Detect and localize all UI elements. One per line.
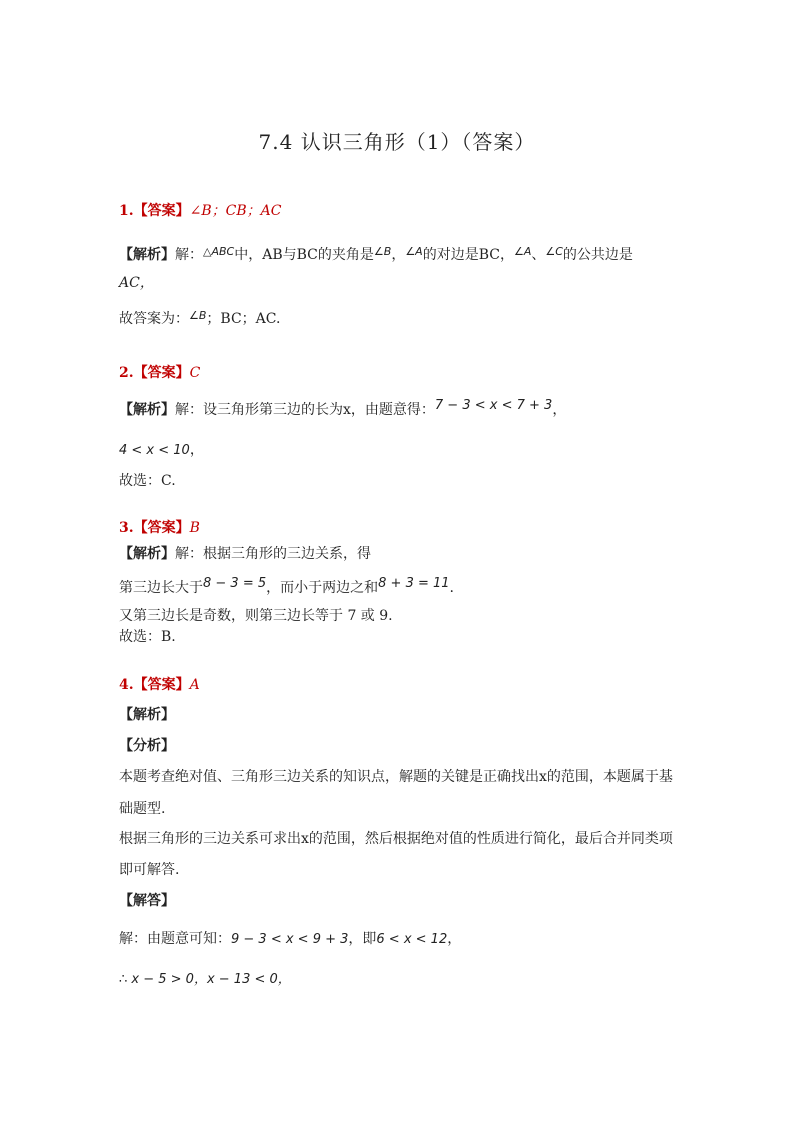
q4-jieda-line-2	[119, 969, 291, 990]
q3-conclusion: 故选：B.	[119, 629, 176, 645]
q3-analysis-text: .	[449, 580, 454, 596]
q3-answer-label: 3.【答案】	[119, 520, 190, 536]
q3-answer-value: B	[189, 520, 200, 536]
q3-analysis-label: 【解析】	[119, 546, 175, 562]
q1-analysis-text: 的对边是BC，	[422, 247, 514, 263]
q2-analysis-text: ，	[552, 402, 567, 418]
q4-jieda-text: 解：由题意可知：	[119, 931, 231, 947]
q2-analysis-text: ，	[189, 442, 204, 458]
q4-fenxi-line-1: 本题考查绝对值、三角形三边关系的知识点，解题的关键是正确找出x的范围，本题属于基	[119, 769, 673, 785]
q3-analysis-text: ，而小于两边之和	[266, 580, 379, 596]
q4-answer-value: A	[189, 677, 200, 693]
q2-analysis-line-2	[119, 440, 204, 461]
q4-answer-line	[119, 675, 200, 695]
q3-analysis-text: 第三边长大于	[119, 580, 203, 596]
q1-conclusion-text: ；BC；AC.	[206, 311, 281, 327]
q4-jieda-line-1	[119, 929, 461, 950]
q4-inequality: 9 − 3 < x < 9 + 3	[231, 932, 349, 947]
q1-analysis-text: 解：	[175, 247, 203, 263]
q4-sign-conditions: ∴ x − 5 > 0，x − 13 < 0，	[119, 972, 291, 987]
q4-analysis-label: 【解析】	[119, 707, 175, 723]
q1-analysis-text: 中，AB与BC的夹角是	[234, 247, 374, 263]
q1-analysis-line-1	[119, 245, 633, 266]
q1-analysis-line-2: AC，	[119, 275, 154, 291]
q4-jieda-text: ，	[447, 931, 462, 947]
q1-answer-value: ∠B；CB；AC	[189, 203, 282, 219]
q2-inequality: 7 − 3 < x < 7 + 3	[434, 398, 553, 413]
q4-jieda-text: ，即	[348, 931, 377, 947]
q4-answer-label: 4.【答案】	[119, 677, 190, 693]
q1-triangle-abc: △ABC	[203, 245, 235, 258]
q1-analysis-text: 、	[531, 247, 546, 263]
q4-range: 6 < x < 12	[376, 932, 448, 947]
q1-conclusion-text: 故答案为：	[119, 311, 189, 327]
q1-angle-b: ∠B	[189, 309, 207, 322]
q2-analysis-line-1	[119, 400, 566, 421]
q3-analysis-line-2	[119, 578, 454, 599]
q1-angle-c: ∠C	[545, 245, 563, 258]
q2-range: 4 < x < 10	[119, 443, 190, 458]
q3-analysis-line-3: 又第三边长是奇数，则第三边长等于 7 或 9.	[119, 608, 393, 624]
q4-fenxi-line-2: 础题型.	[119, 801, 166, 817]
q2-analysis-label: 【解析】	[119, 402, 175, 418]
q3-analysis-text: 解：根据三角形的三边关系，得	[175, 546, 371, 562]
q1-conclusion	[119, 309, 280, 330]
q2-answer-value: C	[189, 365, 201, 381]
q3-math-difference: 8 − 3 = 5	[203, 576, 267, 591]
q2-answer-line	[119, 363, 200, 383]
q2-answer-label: 2.【答案】	[119, 365, 190, 381]
q4-fenxi-line-3: 根据三角形的三边关系可求出x的范围，然后根据绝对值的性质进行简化，最后合并同类项	[119, 831, 673, 847]
q1-analysis-label: 【解析】	[119, 247, 175, 263]
page-title: 7.4 认识三角形（1）（答案）	[258, 130, 536, 154]
q3-analysis-line-1	[119, 544, 371, 564]
q1-angle-a: ∠A	[513, 245, 532, 258]
q4-jieda-label: 【解答】	[119, 893, 175, 909]
q3-answer-line	[119, 518, 200, 538]
q1-analysis-text: 的公共边是	[562, 247, 633, 263]
q2-conclusion: 故选：C.	[119, 473, 176, 489]
q2-analysis-text: 解：设三角形第三边的长为x，由题意得：	[175, 402, 435, 418]
q1-angle-a: ∠A	[405, 245, 423, 258]
q4-fenxi-label: 【分析】	[119, 738, 175, 754]
q4-fenxi-line-4: 即可解答.	[119, 862, 180, 878]
q1-answer-line	[119, 201, 281, 221]
q3-math-sum: 8 + 3 = 11	[378, 576, 450, 591]
q1-angle-b: ∠B	[373, 245, 392, 258]
q1-analysis-text: ，	[391, 247, 406, 263]
q1-answer-label: 1.【答案】	[119, 203, 190, 219]
